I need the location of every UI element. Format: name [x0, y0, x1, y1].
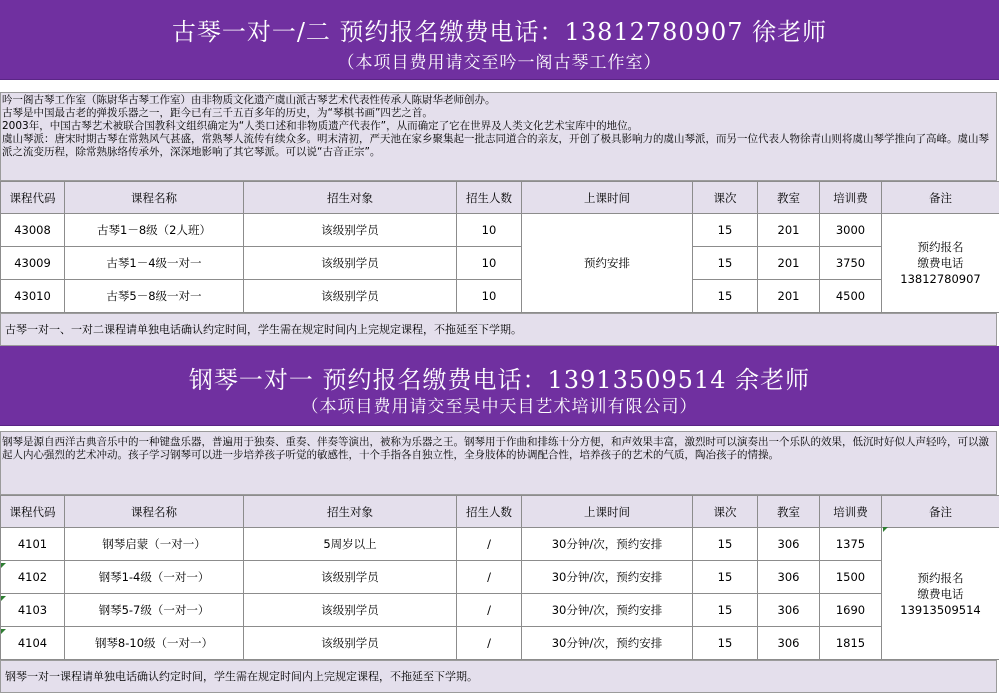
header-cell[interactable]: 课程名称	[65, 182, 244, 214]
header-cell[interactable]: 招生对象	[244, 496, 457, 528]
lessons-cell[interactable]: 15	[693, 561, 758, 594]
guqin-footer-note[interactable]	[0, 313, 997, 346]
piano-banner[interactable]	[0, 346, 999, 426]
note-phone: 13812780907	[900, 272, 981, 286]
fee-cell[interactable]: 1815	[820, 627, 882, 660]
piano-footer-text: 钢琴一对一课程请单独电话确认约定时间，学生需在规定时间内上完规定课程，不拖延至下学期。	[5, 670, 478, 683]
comment-marker-icon	[883, 527, 888, 532]
piano-intro[interactable]	[0, 431, 997, 495]
fee-cell[interactable]: 3000	[820, 214, 882, 247]
table-row	[1, 528, 999, 561]
count-cell[interactable]: 10	[457, 214, 522, 247]
course-name-cell[interactable]: 钢琴1-4级（一对一）	[65, 561, 244, 594]
guqin-course-table	[0, 181, 999, 313]
room-cell[interactable]: 201	[758, 280, 820, 313]
fee-cell[interactable]: 1375	[820, 528, 882, 561]
table-row	[1, 280, 999, 313]
fee-cell[interactable]: 4500	[820, 280, 882, 313]
header-cell[interactable]: 上课时间	[522, 182, 693, 214]
lessons-cell[interactable]: 15	[693, 280, 758, 313]
piano-footer-note[interactable]	[0, 660, 997, 693]
time-cell[interactable]: 30分钟/次，预约安排	[522, 627, 693, 660]
count-cell[interactable]: /	[457, 627, 522, 660]
guqin-intro-line: 2003年，中国古琴艺术被联合国教科文组织确定为“人类口述和非物质遗产代表作”，从而确定了它在世界及人类文化艺术宝库中的地位。	[2, 120, 639, 132]
course-code-cell[interactable]: 43009	[1, 247, 65, 280]
lessons-cell[interactable]: 15	[693, 247, 758, 280]
guqin-subtitle: （本项目费用请交至吟一阁古琴工作室）	[337, 53, 662, 73]
header-cell[interactable]: 上课时间	[522, 496, 693, 528]
course-code-cell[interactable]: 4101	[1, 528, 65, 561]
guqin-banner[interactable]	[0, 0, 999, 80]
fee-cell[interactable]: 1500	[820, 561, 882, 594]
header-cell[interactable]: 课程名称	[65, 496, 244, 528]
header-cell[interactable]: 培训费	[820, 496, 882, 528]
count-cell[interactable]: /	[457, 594, 522, 627]
room-cell[interactable]: 201	[758, 247, 820, 280]
count-cell[interactable]: 10	[457, 280, 522, 313]
note-line: 缴费电话	[917, 256, 964, 270]
table-header-row	[1, 496, 999, 528]
time-cell[interactable]: 30分钟/次，预约安排	[522, 594, 693, 627]
lessons-cell[interactable]: 15	[693, 528, 758, 561]
header-cell[interactable]: 招生人数	[457, 182, 522, 214]
table-row	[1, 627, 999, 660]
course-code-cell[interactable]: 4102	[1, 561, 65, 594]
piano-intro-line: 钢琴是源自西洋古典音乐中的一种键盘乐器，普遍用于独奏、重奏、伴奏等演出，被称为乐器之王。钢琴用于作曲和排练十分方便，和声效果丰富，激烈时可以演奏出一个乐队的效果，低沉时好似人声轻吟，可以激起人内心强烈的艺术冲动。孩子学习钢琴可以进一步培养孩子听觉的敏感性，十个手指各自独立性，全身肢体的协调配合性，培养孩子的艺术的气质，陶冶孩子的情操。	[2, 436, 989, 461]
fee-cell[interactable]: 3750	[820, 247, 882, 280]
header-cell[interactable]: 教室	[758, 182, 820, 214]
guqin-intro-line: 古琴是中国最古老的弹拨乐器之一，距今已有三千五百多年的历史，为“琴棋书画”四艺之首。	[2, 107, 433, 119]
note-cell[interactable]	[882, 528, 999, 660]
course-code-cell[interactable]: 43008	[1, 214, 65, 247]
target-cell[interactable]: 该级别学员	[244, 561, 457, 594]
note-line: 预约报名	[917, 570, 964, 585]
lessons-cell[interactable]: 15	[693, 594, 758, 627]
header-cell[interactable]: 课程代码	[1, 496, 65, 528]
count-cell[interactable]: 10	[457, 247, 522, 280]
header-cell[interactable]: 招生对象	[244, 182, 457, 214]
table-row	[1, 594, 999, 627]
course-code-cell[interactable]: 43010	[1, 280, 65, 313]
guqin-intro-line: 吟一阁古琴工作室（陈尉华古琴工作室）由非物质文化遗产虞山派古琴艺术代表性传承人陈尉华老师创办。	[2, 94, 496, 106]
room-cell[interactable]: 201	[758, 214, 820, 247]
course-name-cell[interactable]: 钢琴5-7级（一对一）	[65, 594, 244, 627]
lessons-cell[interactable]: 15	[693, 627, 758, 660]
target-cell[interactable]: 该级别学员	[244, 627, 457, 660]
guqin-intro[interactable]	[0, 92, 997, 181]
course-name-cell[interactable]: 古琴5－8级一对一	[65, 280, 244, 313]
header-cell[interactable]: 招生人数	[457, 496, 522, 528]
target-cell[interactable]: 该级别学员	[244, 280, 457, 313]
course-code-cell[interactable]: 4103	[1, 594, 65, 627]
room-cell[interactable]: 306	[758, 528, 820, 561]
comment-marker-icon	[1, 629, 6, 634]
room-cell[interactable]: 306	[758, 561, 820, 594]
fee-cell[interactable]: 1690	[820, 594, 882, 627]
target-cell[interactable]: 该级别学员	[244, 214, 457, 247]
time-cell[interactable]: 30分钟/次，预约安排	[522, 528, 693, 561]
note-line: 预约报名	[917, 240, 964, 254]
target-cell[interactable]: 5周岁以上	[244, 528, 457, 561]
table-row	[1, 247, 999, 280]
note-line: 缴费电话	[917, 586, 964, 601]
piano-subtitle: （本项目费用请交至吴中天目艺术培训有限公司）	[301, 397, 698, 417]
target-cell[interactable]: 该级别学员	[244, 247, 457, 280]
time-cell[interactable]: 30分钟/次，预约安排	[522, 561, 693, 594]
header-cell[interactable]: 培训费	[820, 182, 882, 214]
header-cell[interactable]: 课次	[693, 496, 758, 528]
table-row	[1, 214, 999, 247]
guqin-footer-text: 古琴一对一、一对二课程请单独电话确认约定时间，学生需在规定时间内上完规定课程，不拖延至下学期。	[5, 323, 522, 336]
comment-marker-icon	[1, 596, 6, 601]
note-cell[interactable]	[882, 214, 999, 313]
guqin-title: 古琴一对一/二 预约报名缴费电话：13812780907 徐老师	[171, 18, 828, 46]
course-name-cell[interactable]: 古琴1－4级一对一	[65, 247, 244, 280]
course-code-cell[interactable]: 4104	[1, 627, 65, 660]
header-cell[interactable]: 备注	[882, 496, 999, 528]
course-name-cell[interactable]: 古琴1－8级（2人班）	[65, 214, 244, 247]
target-cell[interactable]: 该级别学员	[244, 594, 457, 627]
piano-title: 钢琴一对一 预约报名缴费电话：13913509514 余老师	[188, 366, 811, 394]
room-cell[interactable]: 306	[758, 594, 820, 627]
header-cell[interactable]: 课次	[693, 182, 758, 214]
piano-course-table	[0, 495, 999, 660]
room-cell[interactable]: 306	[758, 627, 820, 660]
count-cell[interactable]: /	[457, 561, 522, 594]
course-name-cell[interactable]: 钢琴8-10级（一对一）	[65, 627, 244, 660]
table-row	[1, 561, 999, 594]
table-header-row	[1, 182, 999, 214]
header-cell[interactable]: 教室	[758, 496, 820, 528]
course-name-cell[interactable]: 钢琴启蒙（一对一）	[65, 528, 244, 561]
guqin-intro-line: 虞山琴派：唐宋时期古琴在常熟风气甚盛，常熟琴人流传有续众多。明末清初，严天池在家乡聚集起一批志同道合的亲友，开创了极具影响力的虞山琴派，而另一位代表人物徐青山则将虞山琴学推向了高峰。虞山琴派之流变历程，除常熟脉络传承外，深深地影响了其它琴派。可以说“古音正宗”。	[2, 133, 989, 158]
time-cell[interactable]: 预约安排	[522, 214, 693, 313]
lessons-cell[interactable]: 15	[693, 214, 758, 247]
count-cell[interactable]: /	[457, 528, 522, 561]
note-phone: 13913509514	[900, 602, 981, 617]
header-cell[interactable]: 课程代码	[1, 182, 65, 214]
header-cell[interactable]: 备注	[882, 182, 999, 214]
comment-marker-icon	[1, 563, 6, 568]
